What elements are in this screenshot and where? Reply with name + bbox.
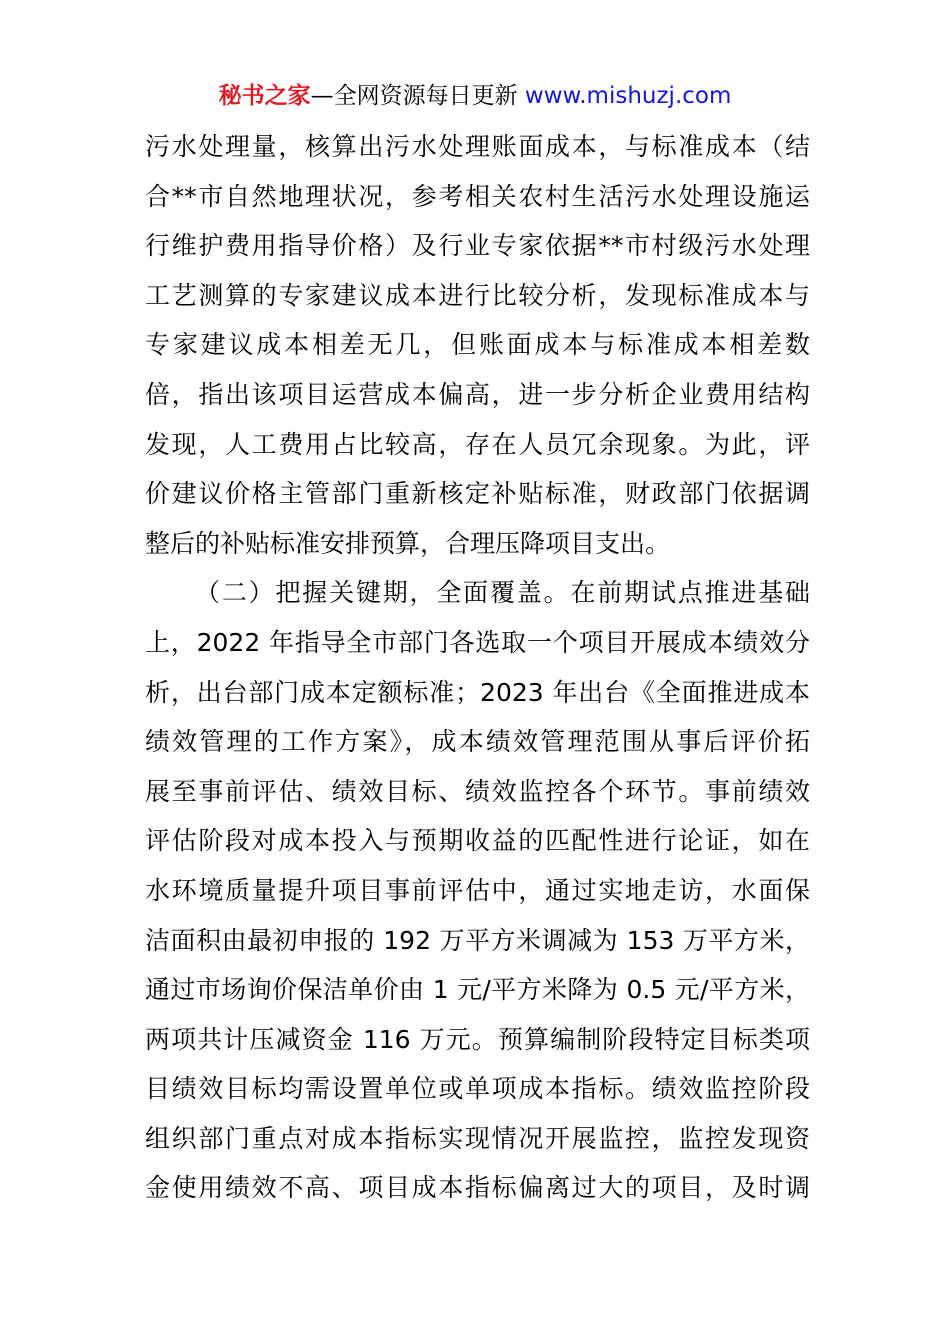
text-line: 绩效管理的工作方案》，成本绩效管理范围从事后评价拓 [145,727,810,757]
text-line: 水环境质量提升项目事前评估中，通过实地走访，水面保 [145,875,810,905]
text-line: 通过市场询价保洁单价由 1 元/平方米降为 0.5 元/平方米， [145,975,810,1005]
text-line: 发现，人工费用占比较高，存在人员冗余现象。为此，评 [145,429,810,459]
site-header [0,80,950,112]
text-line: 整后的补贴标准安排预算，合理压降项目支出。 [145,528,671,558]
text-line: 展至事前评估、绩效目标、绩效监控各个环节。事前绩效 [145,776,810,806]
text-line: 行维护费用指导价格）及行业专家依据**市村级污水处理 [145,231,810,261]
document-body [145,122,810,1213]
text-line: 析，出台部门成本定额标准；2023 年出台《全面推进成本 [145,677,810,707]
text-line: 组织部门重点对成本指标实现情况开展监控，监控发现资 [145,1123,810,1153]
site-brand: 秘书之家 [218,83,311,109]
site-url-link[interactable]: www.mishuzj.com [524,83,732,109]
text-line: 上，2022 年指导全市部门各选取一个项目开展成本绩效分 [145,627,810,657]
text-line: 洁面积由最初申报的 192 万平方米调减为 153 万平方米， [145,925,810,955]
text-line: 倍，指出该项目运营成本偏高，进一步分析企业费用结构 [145,379,810,409]
text-line: 污水处理量，核算出污水处理账面成本，与标准成本（结 [145,132,810,161]
paragraph [145,568,810,1213]
text-line: 金使用绩效不高、项目成本指标偏离过大的项目，及时调 [145,1173,810,1203]
text-line: 价建议价格主管部门重新核定补贴标准，财政部门依据调 [145,479,810,509]
paragraph [145,122,810,568]
text-line: 专家建议成本相差无几，但账面成本与标准成本相差数 [145,330,810,360]
text-line: （二）把握关键期，全面覆盖。在前期试点推进基础 [195,578,810,608]
text-line: 两项共计压减资金 116 万元。预算编制阶段特定目标类项 [145,1024,810,1054]
site-tagline: —全网资源每日更新 [310,83,525,109]
text-line: 合**市自然地理状况，参考相关农村生活污水处理设施运 [145,181,810,211]
text-line: 目绩效目标均需设置单位或单项成本指标。绩效监控阶段 [145,1074,810,1104]
text-line: 工艺测算的专家建议成本进行比较分析，发现标准成本与 [145,280,810,310]
text-line: 评估阶段对成本投入与预期收益的匹配性进行论证，如在 [145,826,810,856]
